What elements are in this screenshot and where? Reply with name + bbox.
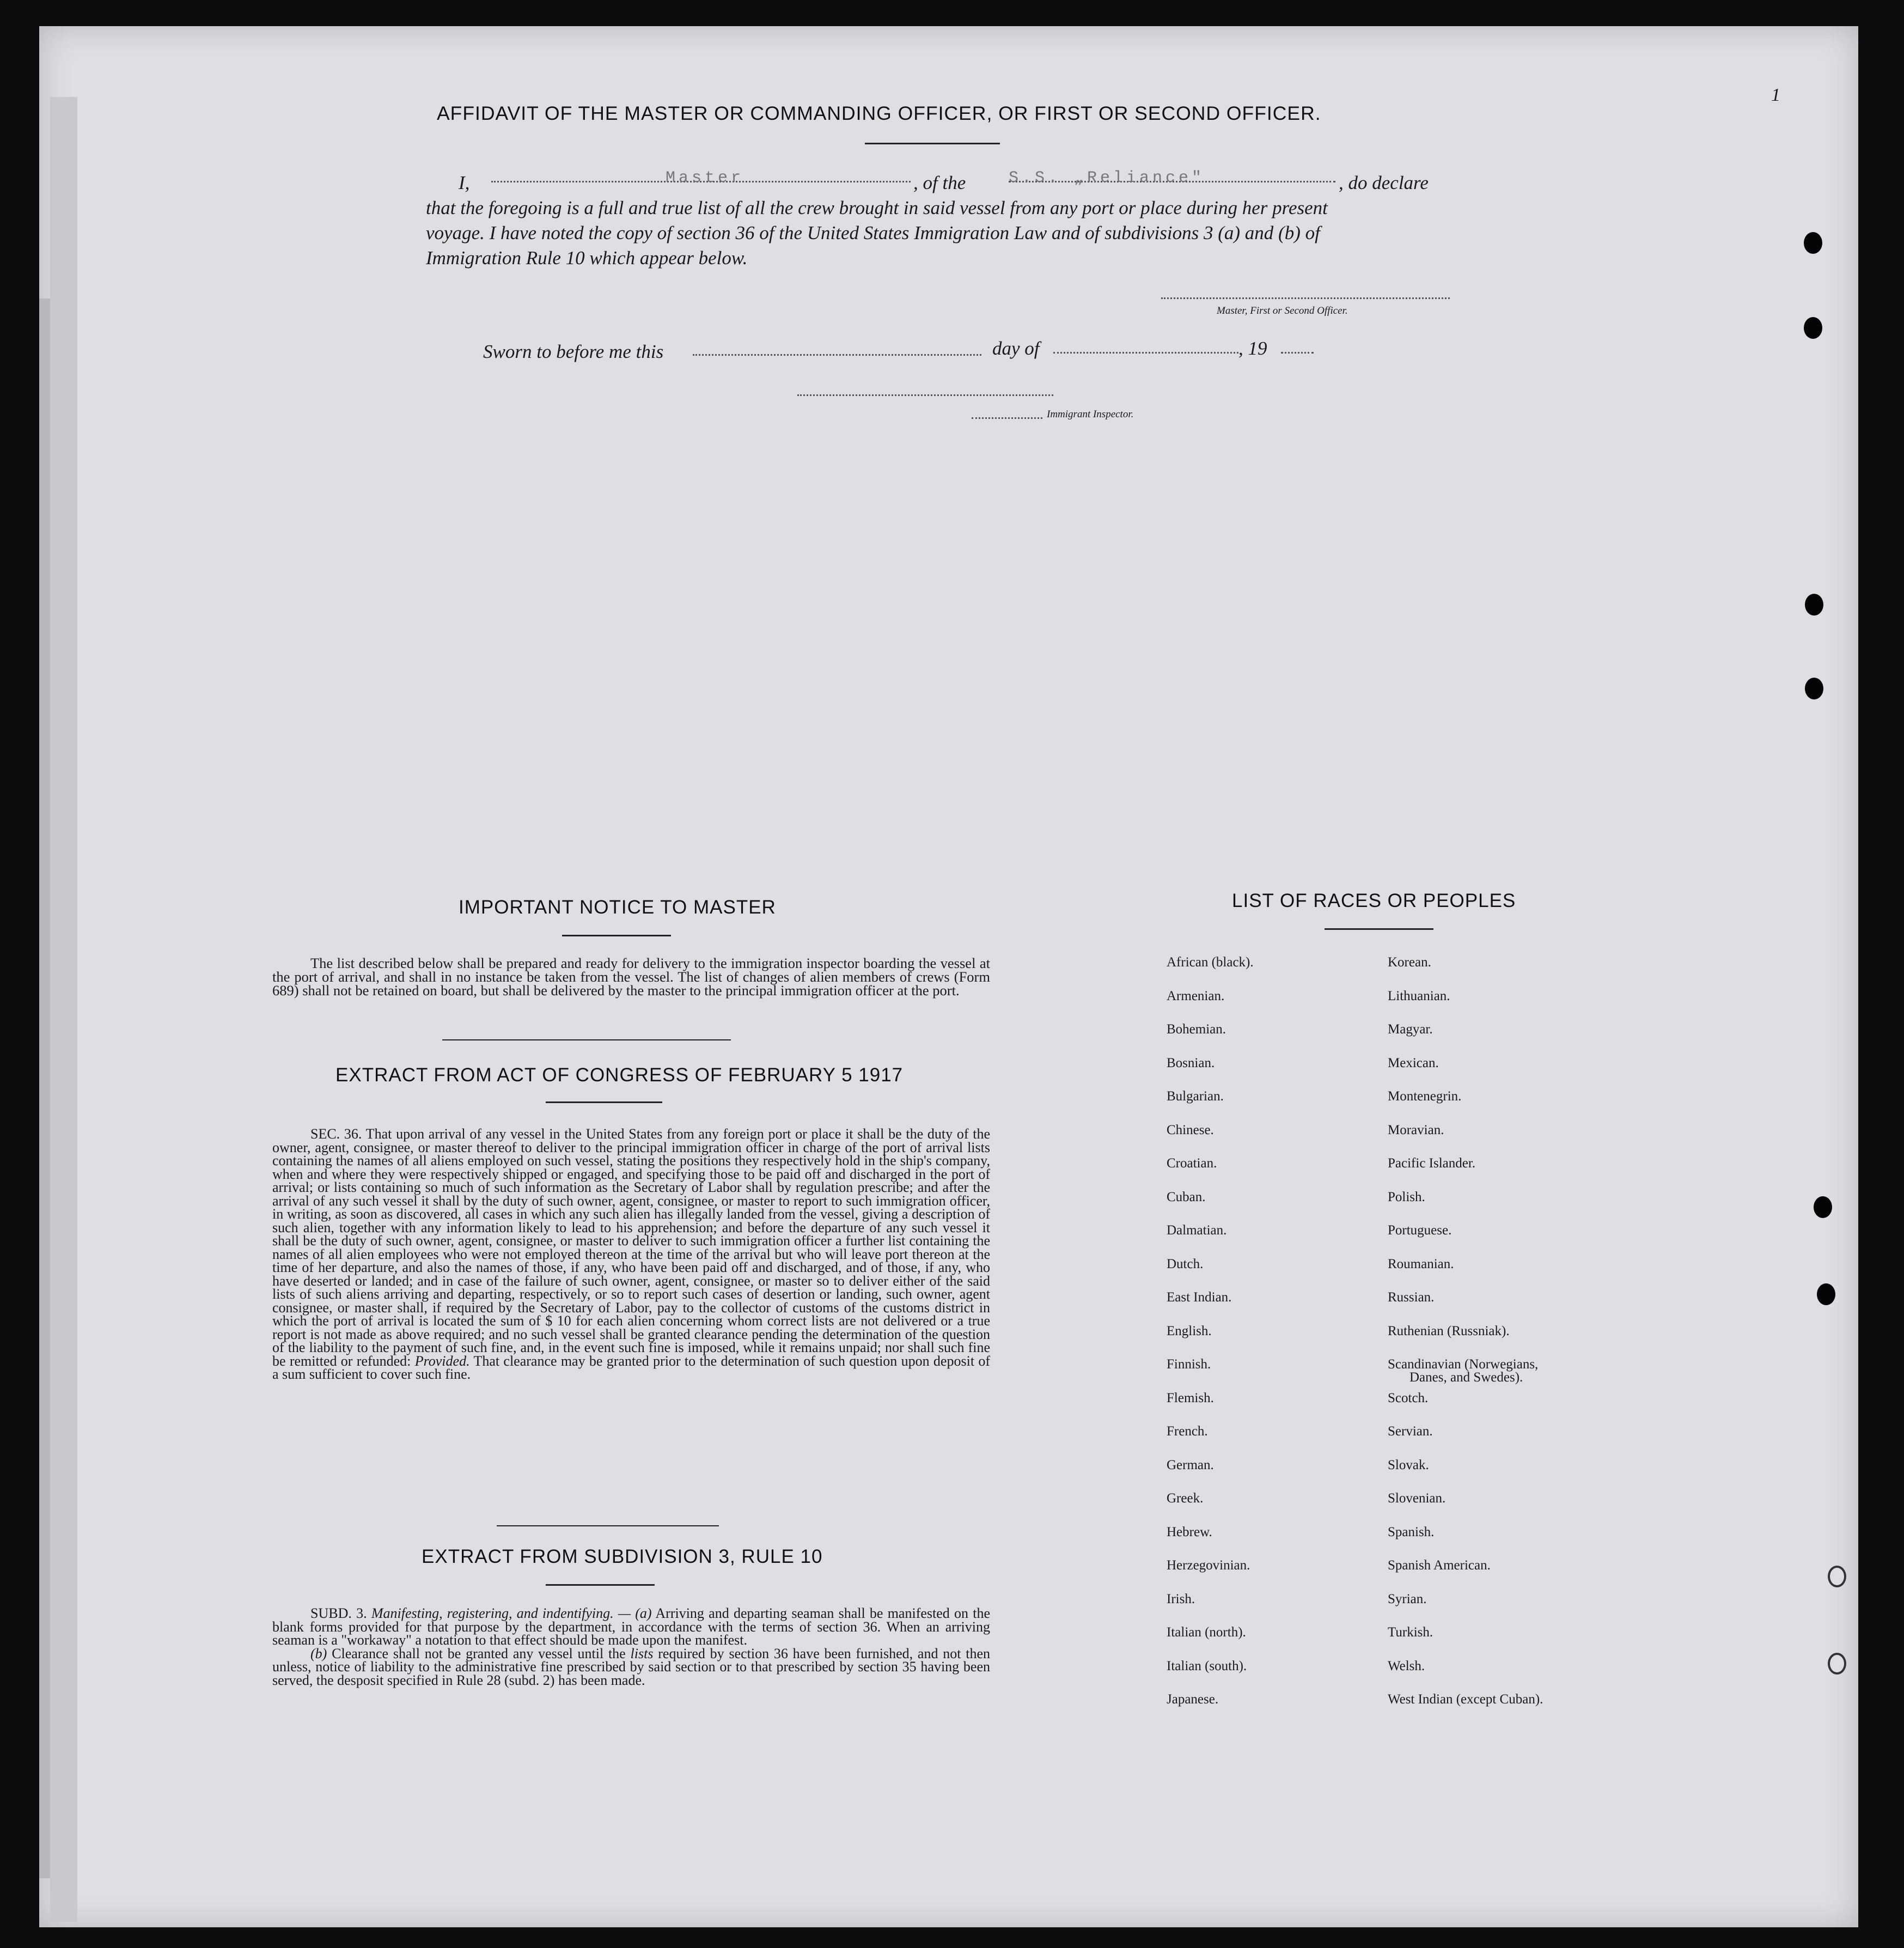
race-item: Greek. [1167, 1491, 1204, 1506]
race-item: Montenegrin. [1388, 1089, 1462, 1104]
binder-hole-icon [1804, 317, 1822, 339]
typed-vessel-field: S.S. „Reliance" [1009, 169, 1205, 187]
signature-label: Master, First or Second Officer. [1217, 305, 1348, 316]
affidavit-title: AFFIDAVIT OF THE MASTER OR COMMANDING OFFICER, OR FIRST OR SECOND OFFICER. [437, 102, 1321, 124]
typed-name-field: Master [666, 169, 744, 187]
race-item: Servian. [1388, 1424, 1433, 1439]
race-item: Moravian. [1388, 1122, 1444, 1137]
rule-a-text: Arriving and departing seaman shall be manifested on the blank forms provided for that purpose by the department, in accordance with the terms of section 36. When an arriving seaman is a "workaway" a notation to that effect should be made upon the manifest. [272, 1605, 991, 1648]
rule-subd: SUBD. 3. [310, 1605, 367, 1621]
race-item: Flemish. [1167, 1390, 1214, 1405]
race-item: Italian (north). [1167, 1625, 1246, 1640]
race-item: Ruthenian (Russniak). [1388, 1323, 1510, 1338]
race-item: German. [1167, 1457, 1214, 1472]
race-item: Spanish American. [1388, 1558, 1491, 1573]
rule-rule [546, 1584, 655, 1586]
race-item: Hebrew. [1167, 1524, 1212, 1539]
race-item: Roumanian. [1388, 1256, 1454, 1271]
race-item: Slovenian. [1388, 1491, 1446, 1506]
affidavit-line1-prefix: I, [459, 172, 470, 193]
binder-hole-icon [1805, 678, 1823, 699]
binder-hole-icon [1817, 1283, 1835, 1305]
act-title: EXTRACT FROM ACT OF CONGRESS OF FEBRUARY 5 1917 [335, 1064, 904, 1086]
binder-hole-open-icon [1828, 1653, 1846, 1675]
race-item: Armenian. [1167, 988, 1225, 1003]
race-item-continuation: Danes, and Swedes). [1409, 1370, 1523, 1385]
affidavit-line2: that the foregoing is a full and true list of all the crew brought in said vessel from any port or place during her present [426, 197, 1328, 218]
rule-body [272, 1607, 990, 1687]
binder-hole-open-icon [1828, 1566, 1846, 1587]
document-page [39, 26, 1858, 1927]
act-body [272, 1128, 990, 1381]
race-item: Croatian. [1167, 1156, 1217, 1171]
inspector-blank [797, 394, 1053, 396]
affidavit-line1-suffix: , do declare [1339, 172, 1429, 193]
binder-hole-icon [1804, 232, 1822, 254]
race-item: Welsh. [1388, 1658, 1425, 1673]
race-item: Finnish. [1167, 1357, 1211, 1372]
race-item: East Indian. [1167, 1290, 1232, 1305]
sworn-day-blank [693, 354, 981, 356]
notice-rule [562, 935, 671, 936]
race-item: Slovak. [1388, 1457, 1429, 1472]
race-item: Bohemian. [1167, 1022, 1226, 1037]
notice-body: The list described below shall be prepared and ready for delivery to the immigration inspector boarding the vessel at the port of arrival, and shall in no instance be taken from the vessel. The list of changes of alien members of crews (Form 689) shall not be retained on board, but shall be delivered by the master to the principal immigration officer at the port. [272, 955, 990, 999]
race-item: African (black). [1167, 955, 1254, 970]
race-item: Spanish. [1388, 1524, 1435, 1539]
title-rule [865, 143, 1000, 144]
race-item: Chinese. [1167, 1122, 1214, 1137]
section-divider [442, 1039, 731, 1040]
race-item: Syrian. [1388, 1591, 1427, 1606]
page-edge [50, 97, 77, 1922]
rule-heading: Manifesting, registering, and indentifying. [371, 1605, 614, 1621]
race-item: Mexican. [1388, 1055, 1439, 1070]
binder-hole-icon [1814, 1196, 1832, 1218]
race-item: Dalmatian. [1167, 1223, 1227, 1238]
race-item: French. [1167, 1424, 1208, 1439]
races-rule [1325, 928, 1433, 930]
rule-b-mark: (b) [310, 1645, 327, 1661]
race-item: Irish. [1167, 1591, 1195, 1606]
race-item: Magyar. [1388, 1022, 1433, 1037]
race-item: Herzegovinian. [1167, 1558, 1250, 1573]
notice-title: IMPORTANT NOTICE TO MASTER [459, 897, 776, 918]
page-mark: 1 [1771, 85, 1780, 105]
month-blank [1053, 352, 1238, 354]
sworn-prefix: Sworn to before me this [483, 341, 664, 362]
rule-b-lists: lists [630, 1645, 654, 1661]
race-item: Japanese. [1167, 1692, 1219, 1707]
race-item: Italian (south). [1167, 1658, 1247, 1673]
rule-b-text-end: required by section 36 have been furnished, and not then unless, notice of liability to the administrative fine prescribed by said section or to that prescribed by section 35 having been served, the desposit specified in Rule 28 (subd. 2) has been made. [272, 1645, 991, 1688]
year-blank [1281, 352, 1314, 354]
act-text-end: That clearance may be granted prior to the determination of such question upon deposit of a sum sufficient to cover such fine. [272, 1353, 991, 1382]
race-item: English. [1167, 1323, 1212, 1338]
race-item: Scandinavian (Norwegians, [1388, 1357, 1539, 1372]
rule-b-text: Clearance shall not be granted any vessel until the [332, 1645, 626, 1661]
race-item: Korean. [1388, 955, 1431, 970]
act-provided: Provided. [414, 1353, 470, 1369]
affidavit-line4: Immigration Rule 10 which appear below. [426, 247, 748, 269]
rule-a-mark: — (a) [618, 1605, 652, 1621]
inspector-label: Immigrant Inspector. [1047, 409, 1134, 420]
race-item: Cuban. [1167, 1189, 1206, 1204]
signature-blank [1161, 297, 1450, 299]
race-item: Dutch. [1167, 1256, 1204, 1271]
rule-title: EXTRACT FROM SUBDIVISION 3, RULE 10 [422, 1546, 823, 1567]
year-label: , 19 [1238, 338, 1267, 359]
race-item: Bulgarian. [1167, 1089, 1224, 1104]
affidavit-line1-mid: , of the [913, 172, 966, 193]
race-item: Pacific Islander. [1388, 1156, 1476, 1171]
act-text: SEC. 36. That upon arrival of any vessel in the United States from any foreign port or place it shall be the duty of the owner, agent, consignee, or master thereof to deliver to the principal immigration officer in charge of the port of arrival lists containing the names of all aliens employed on such vessel, stating the positions they respectively hold in the ship's company, when and where they were respectively shipped or engaged, and specifying those to be paid off and discharged in the port of arrival; or lists containing so much of such information as the Secretary of Labor shall by regulation prescribe; and after the arrival of any such vessel it shall by the duty of such owner, agent, consignee, or master to report to such immigration officer, in writing, as soon as discovered, all cases in which any such alien has illegally landed from the vessel, giving a description of such alien, together with any information likely to lead to his apprehension; and before the departure of any such vessel it shall be the duty of such owner, agent, consignee, or master to deliver to such immigration officer a further list containing the names of all alien employees who were not employed thereon at the time of the arrival but who will leave port thereon at the time of her departure, and also the names of those, if any, who have been paid off and discharged, and of those, if any, who have deserted or landed; and in case of the failure of such owner, agent, consignee, or master so to deliver either of the said lists of such aliens arriving and departing, respectively, or so to report such cases of desertion or landing, such owner, agent consignee, or master shall, if required by the Secretary of Labor, pay to the collector of customs of the customs district in which the port of arrival is located the sum of $ 10 for each alien concerning whom correct lists are not delivered or a true report is not made as above required; and no such vessel shall be granted clearance pending the determination of the question of the liability to the payment of such fine, and, in the event such fine is imposed, while it remains unpaid; nor shall such fine be remitted or refunded: [272, 1126, 990, 1369]
binder-hole-icon [1805, 594, 1823, 616]
race-item: Russian. [1388, 1290, 1435, 1305]
race-item: Scotch. [1388, 1390, 1429, 1405]
races-title: LIST OF RACES OR PEOPLES [1232, 890, 1516, 911]
inspector-blank-short [972, 417, 1042, 419]
affidavit-line3: voyage. I have noted the copy of section 36 of the United States Immigration Law and of subdivisions 3 (a) and (b) of [426, 222, 1320, 244]
day-of-label: day of [992, 338, 1040, 359]
race-item: Polish. [1388, 1189, 1425, 1204]
race-item: Portuguese. [1388, 1223, 1452, 1238]
race-item: Turkish. [1388, 1625, 1433, 1640]
race-item: Bosnian. [1167, 1055, 1215, 1070]
race-item: Lithuanian. [1388, 988, 1450, 1003]
race-item: West Indian (except Cuban). [1388, 1692, 1543, 1707]
section-divider [497, 1525, 719, 1526]
act-rule [546, 1101, 662, 1103]
